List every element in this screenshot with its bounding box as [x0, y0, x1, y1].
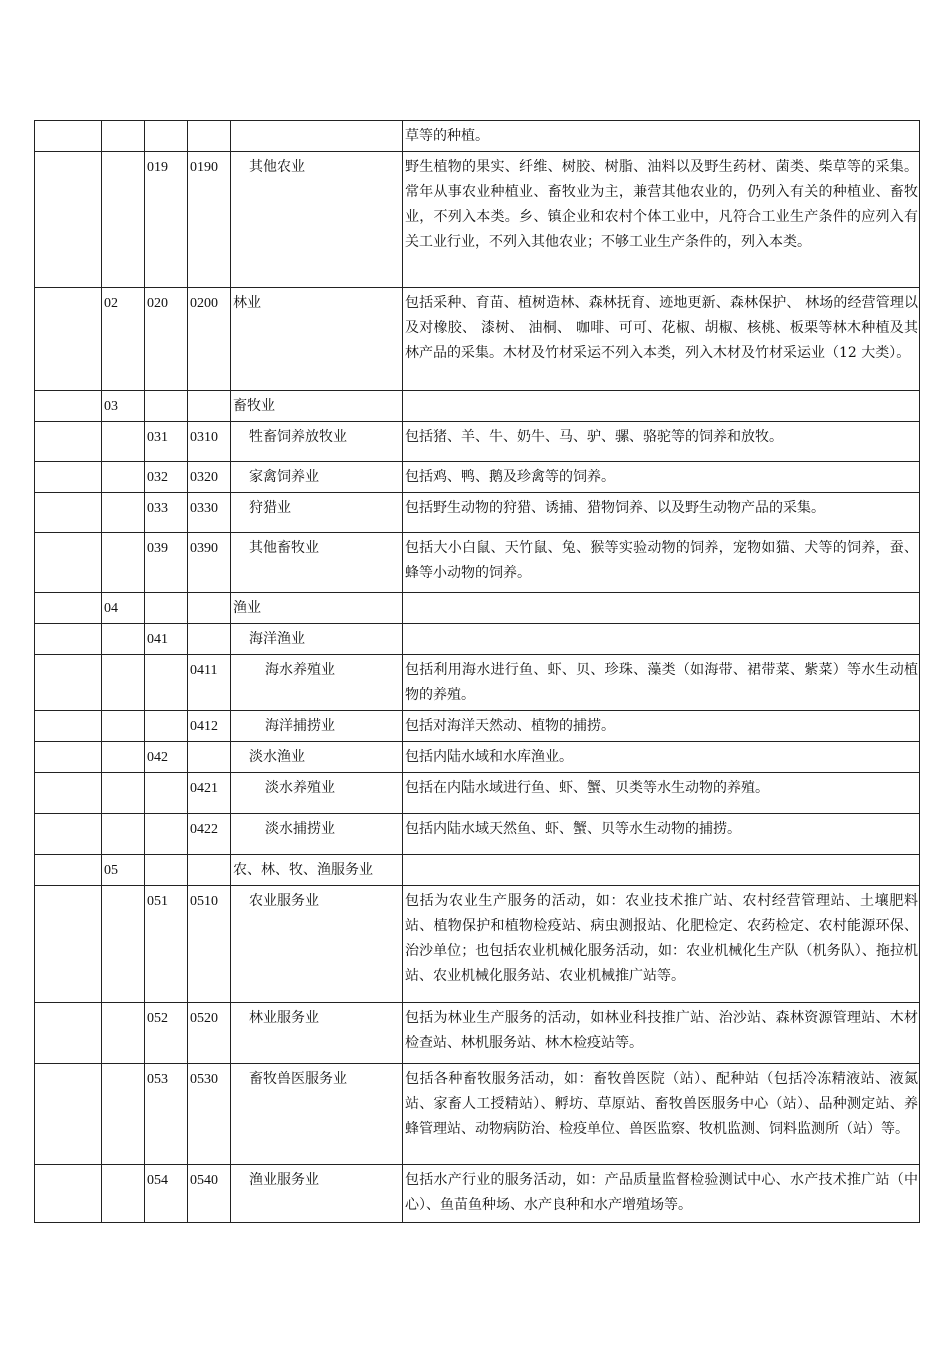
major-code-cell	[102, 462, 145, 493]
major-code-cell: 04	[102, 593, 145, 624]
major-code-cell	[102, 121, 145, 152]
description-cell: 包括大小白鼠、天竹鼠、兔、猴等实验动物的饲养，宠物如猫、犬等的饲养，蚕、蜂等小动物的饲养。	[403, 533, 920, 593]
blank-cell	[35, 593, 102, 624]
category-name-cell: 淡水养殖业	[231, 773, 403, 814]
blank-cell	[35, 711, 102, 742]
major-code-cell	[102, 1165, 145, 1223]
description-cell: 包括鸡、鸭、鹅及珍禽等的饲养。	[403, 462, 920, 493]
category-name-cell: 牲畜饲养放牧业	[231, 422, 403, 462]
group-code-cell	[145, 391, 188, 422]
table-row	[35, 711, 920, 742]
table-row	[35, 773, 920, 814]
blank-cell	[35, 493, 102, 533]
category-name-cell: 农、林、牧、渔服务业	[231, 855, 403, 886]
description-cell: 包括内陆水域天然鱼、虾、蟹、贝等水生动物的捕捞。	[403, 814, 920, 855]
category-name-cell: 畜牧兽医服务业	[231, 1064, 403, 1165]
table-row	[35, 855, 920, 886]
blank-cell	[35, 288, 102, 391]
class-code-cell: 0320	[188, 462, 231, 493]
class-code-cell: 0530	[188, 1064, 231, 1165]
table-row	[35, 288, 920, 391]
group-code-cell: 051	[145, 886, 188, 1003]
blank-cell	[35, 391, 102, 422]
group-code-cell	[145, 711, 188, 742]
description-cell: 包括内陆水域和水库渔业。	[403, 742, 920, 773]
table-row	[35, 391, 920, 422]
class-code-cell	[188, 742, 231, 773]
category-name-cell: 渔业	[231, 593, 403, 624]
category-name-cell: 畜牧业	[231, 391, 403, 422]
table-row	[35, 152, 920, 288]
class-code-cell: 0520	[188, 1003, 231, 1064]
major-code-cell	[102, 493, 145, 533]
major-code-cell: 05	[102, 855, 145, 886]
table-row	[35, 121, 920, 152]
description-cell: 包括采种、育苗、植树造林、森林抚育、迹地更新、森林保护、 林场的经营管理以及对橡胶、 漆树、 油桐、 咖啡、可可、花椒、胡椒、核桃、板栗等林木种植及其林产品的采集。木材及竹材采运不列入本类，列入木材及竹材采运业（12 大类）。	[403, 288, 920, 391]
description-cell: 包括为林业生产服务的活动，如林业科技推广站、治沙站、森林资源管理站、木材检查站、林机服务站、林木检疫站等。	[403, 1003, 920, 1064]
class-code-cell: 0540	[188, 1165, 231, 1223]
group-code-cell: 031	[145, 422, 188, 462]
major-code-cell	[102, 742, 145, 773]
category-name-cell: 海洋渔业	[231, 624, 403, 655]
class-code-cell: 0390	[188, 533, 231, 593]
blank-cell	[35, 814, 102, 855]
description-cell: 包括利用海水进行鱼、虾、贝、珍珠、藻类（如海带、裙带菜、紫菜）等水生动植物的养殖。	[403, 655, 920, 711]
category-name-cell	[231, 121, 403, 152]
table-row	[35, 624, 920, 655]
blank-cell	[35, 1165, 102, 1223]
category-name-cell: 渔业服务业	[231, 1165, 403, 1223]
table-row	[35, 655, 920, 711]
class-code-cell	[188, 855, 231, 886]
class-code-cell: 0422	[188, 814, 231, 855]
class-code-cell	[188, 593, 231, 624]
class-code-cell: 0310	[188, 422, 231, 462]
group-code-cell: 054	[145, 1165, 188, 1223]
class-code-cell: 0421	[188, 773, 231, 814]
blank-cell	[35, 533, 102, 593]
blank-cell	[35, 886, 102, 1003]
class-code-cell: 0200	[188, 288, 231, 391]
table-row	[35, 742, 920, 773]
table-row	[35, 533, 920, 593]
group-code-cell: 041	[145, 624, 188, 655]
blank-cell	[35, 1003, 102, 1064]
blank-cell	[35, 855, 102, 886]
category-name-cell: 其他畜牧业	[231, 533, 403, 593]
major-code-cell	[102, 533, 145, 593]
description-cell: 包括水产行业的服务活动，如：产品质量监督检验测试中心、水产技术推广站（中心）、鱼苗鱼种场、水产良种和水产增殖场等。	[403, 1165, 920, 1223]
table-row	[35, 462, 920, 493]
group-code-cell: 020	[145, 288, 188, 391]
blank-cell	[35, 121, 102, 152]
major-code-cell	[102, 773, 145, 814]
blank-cell	[35, 422, 102, 462]
table-row	[35, 493, 920, 533]
class-code-cell: 0411	[188, 655, 231, 711]
blank-cell	[35, 742, 102, 773]
major-code-cell	[102, 624, 145, 655]
table-row	[35, 1165, 920, 1223]
category-name-cell: 其他农业	[231, 152, 403, 288]
group-code-cell: 032	[145, 462, 188, 493]
category-name-cell: 家禽饲养业	[231, 462, 403, 493]
category-name-cell: 农业服务业	[231, 886, 403, 1003]
class-code-cell: 0510	[188, 886, 231, 1003]
table-row	[35, 422, 920, 462]
major-code-cell	[102, 655, 145, 711]
class-code-cell	[188, 624, 231, 655]
description-cell: 包括为农业生产服务的活动，如：农业技术推广站、农村经营管理站、土壤肥料站、植物保护和植物检疫站、病虫测报站、化肥检定、农药检定、农村能源环保、治沙单位；也包括农业机械化服务活动，如：农业机械化生产队（机务队）、拖拉机站、农业机械化服务站、农业机械推广站等。	[403, 886, 920, 1003]
major-code-cell	[102, 152, 145, 288]
blank-cell	[35, 773, 102, 814]
group-code-cell	[145, 855, 188, 886]
blank-cell	[35, 655, 102, 711]
group-code-cell: 019	[145, 152, 188, 288]
major-code-cell	[102, 422, 145, 462]
description-cell: 包括对海洋天然动、植物的捕捞。	[403, 711, 920, 742]
class-code-cell: 0330	[188, 493, 231, 533]
table-row	[35, 593, 920, 624]
major-code-cell	[102, 886, 145, 1003]
group-code-cell	[145, 593, 188, 624]
description-cell: 包括在内陆水域进行鱼、虾、蟹、贝类等水生动物的养殖。	[403, 773, 920, 814]
category-name-cell: 林业	[231, 288, 403, 391]
category-name-cell: 林业服务业	[231, 1003, 403, 1064]
group-code-cell: 052	[145, 1003, 188, 1064]
class-code-cell	[188, 121, 231, 152]
group-code-cell	[145, 814, 188, 855]
description-cell	[403, 593, 920, 624]
category-name-cell: 海洋捕捞业	[231, 711, 403, 742]
description-cell: 包括野生动物的狩猎、诱捕、猎物饲养、以及野生动物产品的采集。	[403, 493, 920, 533]
major-code-cell	[102, 711, 145, 742]
major-code-cell	[102, 1003, 145, 1064]
major-code-cell: 02	[102, 288, 145, 391]
blank-cell	[35, 152, 102, 288]
group-code-cell	[145, 121, 188, 152]
description-cell: 野生植物的果实、纤维、树胶、树脂、油料以及野生药材、菌类、柴草等的采集。常年从事农业种植业、畜牧业为主，兼营其他农业的，仍列入有关的种植业、畜牧业，不列入本类。乡、镇企业和农村个体工业中，凡符合工业生产条件的应列入有关工业行业，不列入其他农业；不够工业生产条件的，列入本类。	[403, 152, 920, 288]
group-code-cell	[145, 655, 188, 711]
category-name-cell: 淡水渔业	[231, 742, 403, 773]
category-name-cell: 狩猎业	[231, 493, 403, 533]
table-row	[35, 814, 920, 855]
group-code-cell	[145, 773, 188, 814]
description-cell: 包括各种畜牧服务活动，如：畜牧兽医院（站）、配种站（包括冷冻精液站、液氮站、家畜人工授精站）、孵坊、草原站、畜牧兽医服务中心（站）、品种测定站、养蜂管理站、动物病防治、检疫单位、兽医监察、牧机监测、饲料监测所（站）等。	[403, 1064, 920, 1165]
group-code-cell: 039	[145, 533, 188, 593]
major-code-cell: 03	[102, 391, 145, 422]
major-code-cell	[102, 1064, 145, 1165]
description-cell	[403, 391, 920, 422]
group-code-cell: 033	[145, 493, 188, 533]
description-cell	[403, 855, 920, 886]
class-code-cell: 0190	[188, 152, 231, 288]
class-code-cell	[188, 391, 231, 422]
category-name-cell: 淡水捕捞业	[231, 814, 403, 855]
industry-classification-table	[34, 120, 920, 1223]
major-code-cell	[102, 814, 145, 855]
table-body	[35, 121, 920, 1223]
table-row	[35, 1064, 920, 1165]
table-row	[35, 1003, 920, 1064]
group-code-cell: 053	[145, 1064, 188, 1165]
blank-cell	[35, 462, 102, 493]
category-name-cell: 海水养殖业	[231, 655, 403, 711]
blank-cell	[35, 624, 102, 655]
blank-cell	[35, 1064, 102, 1165]
description-cell: 包括猪、羊、牛、奶牛、马、驴、骡、骆驼等的饲养和放牧。	[403, 422, 920, 462]
table-row	[35, 886, 920, 1003]
description-cell: 草等的种植。	[403, 121, 920, 152]
description-cell	[403, 624, 920, 655]
class-code-cell: 0412	[188, 711, 231, 742]
group-code-cell: 042	[145, 742, 188, 773]
